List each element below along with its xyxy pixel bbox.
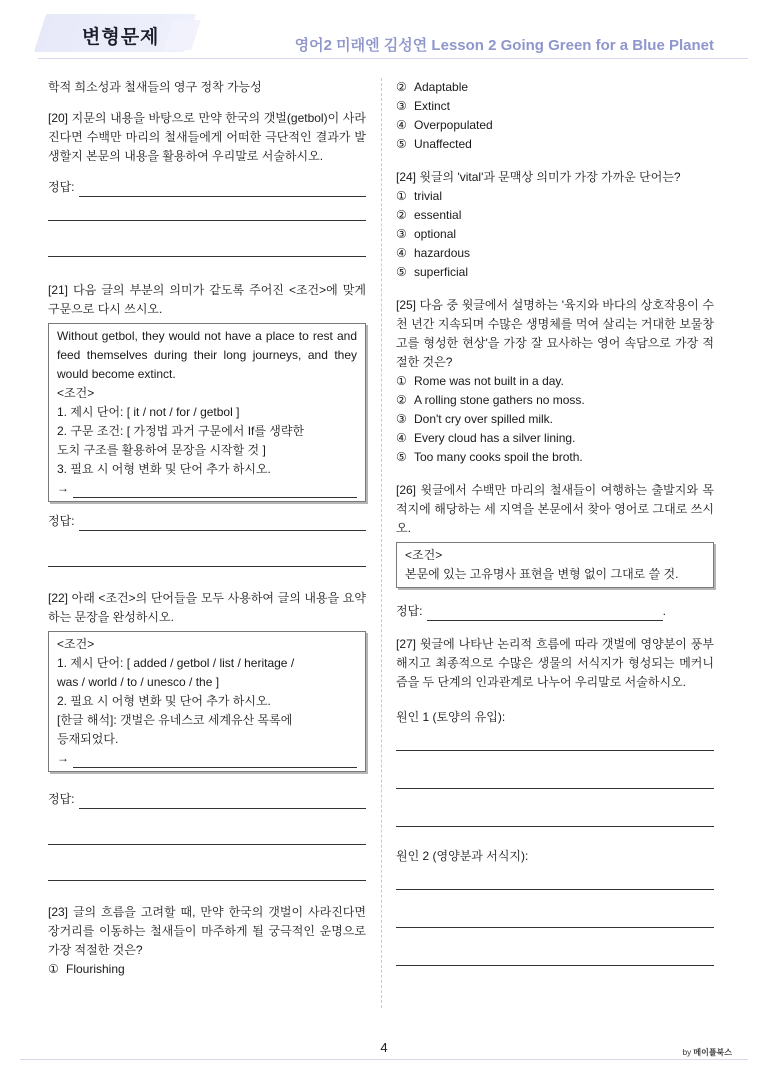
question-25-text: [25] 다음 중 윗글에서 설명하는 '육지와 바다의 상호작용이 수천 년간 지속되며 수많은 생명체를 먹여 살리는 거대한 보물창고를 형성한 현상'을 가장 잘 묘사하는 영어 속담으로 가장 적절한 것은?	[396, 298, 714, 369]
option-number: ⑤	[396, 265, 407, 279]
option-4[interactable]	[396, 429, 714, 448]
option-text: A rolling stone gathers no moss.	[414, 393, 585, 407]
header-tab-label: 변형문제	[82, 27, 160, 48]
option-number: ④	[396, 246, 407, 260]
answer-label: 정답:	[48, 180, 75, 194]
answer-blank-line[interactable]	[396, 787, 714, 789]
option-2[interactable]	[396, 78, 714, 97]
option-number: ②	[396, 80, 407, 94]
answer-blank-line[interactable]	[48, 219, 366, 221]
question-23-options-cont	[396, 78, 714, 154]
question-27-text: [27] 윗글에 나타난 논리적 흐름에 따라 갯벌에 영양분이 풍부해지고 최종적으로 수많은 생물의 서식지가 형성되는 메커니즘을 두 단계의 인과관계로 나누어 우리말로 서술하시오.	[396, 637, 714, 689]
option-number: ③	[396, 412, 407, 426]
question-22-condition-box	[48, 631, 366, 772]
option-text: hazardous	[414, 246, 471, 260]
option-text: Overpopulated	[414, 118, 493, 132]
question-21-answer[interactable]	[48, 512, 366, 531]
answer-blank-line[interactable]	[48, 843, 366, 845]
answer-line[interactable]	[79, 182, 366, 197]
question-25	[396, 296, 714, 467]
question-27	[396, 635, 714, 966]
condition-2-cont: 도치 구조를 활용하여 문장을 시작할 것 ]	[57, 443, 266, 457]
condition-1: 1. 제시 단어: [ it / not / for / getbol ]	[57, 405, 240, 419]
option-number: ④	[396, 431, 407, 445]
option-2[interactable]	[396, 391, 714, 410]
option-number: ②	[396, 393, 407, 407]
rewrite-line[interactable]	[57, 479, 357, 498]
question-22-text: [22] 아래 <조건>의 단어들을 모두 사용하여 글의 내용을 요약하는 문장을 완성하시오.	[48, 591, 366, 624]
option-number: ③	[396, 227, 407, 241]
option-2[interactable]	[396, 206, 714, 225]
option-text: Don't cry over spilled milk.	[414, 412, 553, 426]
option-5[interactable]	[396, 135, 714, 154]
condition-3-cont: 등재되었다.	[57, 732, 119, 746]
header-divider	[38, 58, 748, 59]
option-text: Every cloud has a silver lining.	[414, 431, 576, 445]
condition-title: <조건>	[405, 548, 443, 562]
condition-title: <조건>	[57, 386, 95, 400]
condition-2: 2. 구문 조건: [ 가정법 과거 구문에서 If를 생략한	[57, 424, 305, 438]
option-text: Rome was not built in a day.	[414, 374, 564, 388]
option-3[interactable]	[396, 225, 714, 244]
question-22	[48, 589, 366, 881]
question-26-answer[interactable]	[396, 602, 666, 621]
option-number: ①	[396, 189, 407, 203]
option-text: Too many cooks spoil the broth.	[414, 450, 583, 464]
question-24-text: [24] 윗글의 'vital'과 문맥상 의미가 가장 가까운 단어는?	[396, 170, 681, 184]
summary-blank[interactable]	[73, 755, 357, 768]
page-number: 4	[380, 1040, 388, 1055]
question-21	[48, 281, 366, 567]
option-text: Unaffected	[414, 137, 472, 151]
brand-footer	[683, 1047, 732, 1058]
option-5[interactable]	[396, 263, 714, 282]
option-1[interactable]	[396, 372, 714, 391]
answer-blank-line[interactable]	[396, 926, 714, 928]
option-text: Flourishing	[66, 962, 125, 976]
source-sentence: Without getbol, they would not have a place to rest and feed themselves during their long journeys, and they would become extinct.	[57, 329, 357, 381]
option-number: ③	[396, 99, 407, 113]
question-22-answer[interactable]	[48, 790, 366, 809]
option-4[interactable]	[396, 116, 714, 135]
option-text: superficial	[414, 265, 469, 279]
option-text: Adaptable	[414, 80, 469, 94]
condition-2: 2. 필요 시 어형 변화 및 단어 추가 하시오.	[57, 694, 271, 708]
answer-label: 정답:	[48, 514, 75, 528]
option-number: ⑤	[396, 137, 407, 151]
option-number: ④	[396, 118, 407, 132]
option-1[interactable]	[48, 960, 366, 979]
answer-blank-line[interactable]	[396, 749, 714, 751]
summary-line[interactable]	[57, 749, 357, 768]
condition-1-cont: was / world / to / unesco / the ]	[57, 675, 220, 689]
question-20-answer[interactable]	[48, 178, 366, 197]
condition-title: <조건>	[57, 637, 95, 651]
answer-blank-line[interactable]	[396, 964, 714, 966]
answer-line[interactable]	[427, 606, 663, 621]
question-23-text: [23] 글의 흐름을 고려할 때, 만약 한국의 갯벌이 사라진다면 장거리를 이동하는 철새들이 마주하게 될 궁극적인 운명으로 가장 적절한 것은?	[48, 905, 366, 957]
question-21-condition-box	[48, 323, 366, 502]
option-3[interactable]	[396, 410, 714, 429]
answer-label: 정답:	[48, 792, 75, 806]
option-number: ②	[396, 208, 407, 222]
rewrite-blank[interactable]	[73, 485, 357, 498]
footer-divider	[20, 1059, 748, 1060]
question-26-text: [26] 윗글에서 수백만 마리의 철새들이 여행하는 출발지와 목적지에 해당하는 세 지역을 본문에서 찾아 영어로 그대로 쓰시오.	[396, 483, 714, 535]
answer-line[interactable]	[79, 516, 366, 531]
option-text: Extinct	[414, 99, 451, 113]
question-26-condition-box	[396, 542, 714, 588]
right-column	[396, 78, 714, 966]
option-text: trivial	[414, 189, 443, 203]
option-4[interactable]	[396, 244, 714, 263]
option-5[interactable]	[396, 448, 714, 467]
condition-1: 본문에 있는 고유명사 표현을 변형 없이 그대로 쓸 것.	[405, 567, 679, 581]
question-23	[48, 903, 366, 979]
option-number: ①	[396, 374, 407, 388]
arrow-icon: →	[57, 481, 69, 495]
option-text: optional	[414, 227, 457, 241]
option-number: ①	[48, 962, 59, 976]
brand-by: by	[682, 1048, 692, 1057]
answer-line[interactable]	[79, 794, 366, 809]
option-text: essential	[414, 208, 462, 222]
question-26	[396, 481, 714, 621]
left-column	[48, 78, 366, 979]
option-number: ⑤	[396, 450, 407, 464]
brand-name: 메이플북스	[693, 1048, 732, 1057]
cause-2-label: 원인 2 (영양분과 서식지):	[396, 849, 529, 863]
question-20-text: [20] 지문의 내용을 바탕으로 만약 한국의 갯벌(getbol)이 사라진다면 수백만 마리의 철새들에게 어떠한 극단적인 결과가 발생할지 본문의 내용을 활용하여 우리말로 서술하시오.	[48, 111, 366, 163]
condition-1: 1. 제시 단어: [ added / getbol / list / heritage /	[57, 656, 295, 670]
condition-3: [한글 해석]: 갯벌은 유네스코 세계유산 목록에	[57, 713, 293, 727]
cause-1-label: 원인 1 (토양의 유입):	[396, 710, 506, 724]
question-21-text: [21] 다음 글의 부분의 의미가 같도록 주어진 <조건>에 맞게 구문으로 다시 쓰시오.	[48, 283, 366, 316]
intro-text: 학적 희소성과 철새들의 영구 정착 가능성	[48, 80, 262, 94]
header-lesson-title: 영어2 미래엔 김성연 Lesson 2 Going Green for a Blue Planet	[294, 37, 714, 54]
question-20	[48, 109, 366, 257]
arrow-icon: →	[57, 751, 69, 765]
condition-3: 3. 필요 시 어형 변화 및 단어 추가 하시오.	[57, 462, 271, 476]
answer-period: .	[662, 604, 666, 618]
question-24	[396, 168, 714, 282]
answer-blank-line[interactable]	[396, 888, 714, 890]
option-1[interactable]	[396, 187, 714, 206]
option-3[interactable]	[396, 97, 714, 116]
answer-label: 정답:	[396, 604, 423, 618]
column-divider	[381, 78, 382, 1008]
